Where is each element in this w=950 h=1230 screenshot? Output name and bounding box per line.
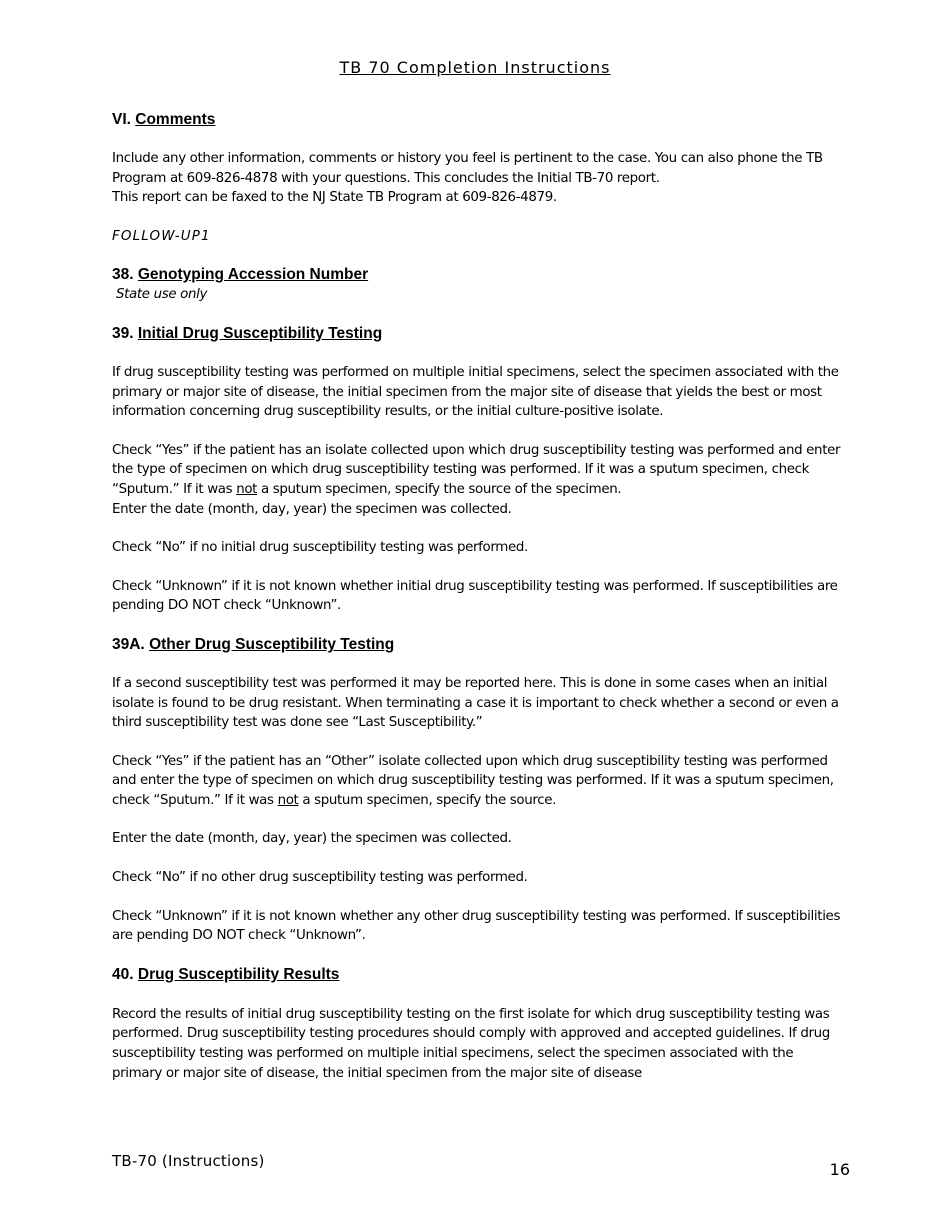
s39-paragraph-unknown: Check “Unknown” if it is not known whether initial drug susceptibility testing was performed. If susceptibilities are pending DO NOT check “Unknown”. xyxy=(112,578,838,614)
section-heading-39 xyxy=(112,324,842,344)
s39a-paragraph-unknown: Check “Unknown” if it is not known whether any other drug susceptibility testing was performed. If susceptibilities are pending DO NOT check “Unknown”. xyxy=(112,908,841,944)
s40-paragraph-1: Record the results of initial drug susceptibility testing on the first isolate for which drug susceptibility testing was performed. Drug susceptibility testing procedures should comply with approved and accepted guidelines. If drug susceptibility testing was performed on multiple initial specimens, select the specimen associated with the primary or major site of disease, the initial specimen from the major site of disease xyxy=(112,1006,830,1081)
section-label: Other Drug Susceptibility Testing xyxy=(149,635,395,653)
s39-paragraph-date: Enter the date (month, day, year) the specimen was collected. xyxy=(112,501,512,517)
section-number: 39A. xyxy=(112,635,145,653)
section-heading-39a xyxy=(112,635,842,655)
comments-fax-paragraph: This report can be faxed to the NJ State TB Program at 609-826-4879. xyxy=(112,190,557,206)
s39a-paragraph-no: Check “No” if no other drug susceptibility testing was performed. xyxy=(112,870,528,886)
section-label: Initial Drug Susceptibility Testing xyxy=(137,324,383,342)
section-number: VI. xyxy=(112,111,131,128)
s39a-paragraph-1: If a second susceptibility test was performed it may be reported here. This is done in some cases when an initial isolate is found to be drug resistant. When terminating a case it is important to check whether a second or even a third susceptibility test was done see “Last Susceptibility.” xyxy=(112,675,839,731)
followup-label: FOLLOW-UP1 xyxy=(112,228,211,244)
section-label: Genotyping Accession Number xyxy=(137,266,369,284)
section-heading-40 xyxy=(112,965,842,985)
page-number: 16 xyxy=(829,1160,850,1179)
s39-paragraph-no: Check “No” if no initial drug susceptibility testing was performed. xyxy=(112,540,528,556)
state-use-note: State use only xyxy=(116,287,208,303)
section-heading-38 xyxy=(112,265,842,285)
section-number: 39. xyxy=(112,324,134,342)
s39a-paragraph-2 xyxy=(112,752,842,811)
s39a-paragraph-date: Enter the date (month, day, year) the specimen was collected. xyxy=(112,831,512,847)
page-title: TB 70 Completion Instructions xyxy=(339,58,611,77)
footer-document-name: TB-70 (Instructions) xyxy=(112,1152,265,1170)
section-number: 38. xyxy=(112,266,134,284)
section-label: Drug Susceptibility Results xyxy=(137,965,340,983)
section-label: Comments xyxy=(135,111,216,128)
comments-paragraph: Include any other information, comments or history you feel is pertinent to the case. You can also phone the TB Program at 609-826-4878 with your questions. This concludes the Initial TB-70 report. xyxy=(112,151,823,186)
text-run: a sputum specimen, specify the source. xyxy=(298,792,557,808)
document-body xyxy=(112,110,842,1083)
text-run: Check “Yes” if the patient has an “Other” isolate collected upon which drug susceptibility testing was performed and enter the type of specimen on which drug susceptibility testing was performed. If it was a sputum specimen, check “Sputum.” If it was xyxy=(112,753,834,808)
emphasis-not: not xyxy=(236,481,258,497)
text-run: Check “Yes” if the patient has an isolate collected upon which drug susceptibility testing was performed and enter the type of specimen on which drug susceptibility testing was performed. If it was a sputum specimen, check “Sputum.” If it was xyxy=(112,442,841,497)
s39-paragraph-1: If drug susceptibility testing was performed on multiple initial specimens, select the specimen associated with the primary or major site of disease, the initial specimen from the major site of disease that yields the best or most information concerning drug susceptibility results, or the initial culture-positive isolate. xyxy=(112,364,839,420)
text-run: a sputum specimen, specify the source of the specimen. xyxy=(257,481,622,497)
s39-paragraph-2 xyxy=(112,441,842,500)
section-number: 40. xyxy=(112,965,134,983)
section-heading-comments xyxy=(112,110,842,130)
emphasis-not: not xyxy=(277,792,299,808)
